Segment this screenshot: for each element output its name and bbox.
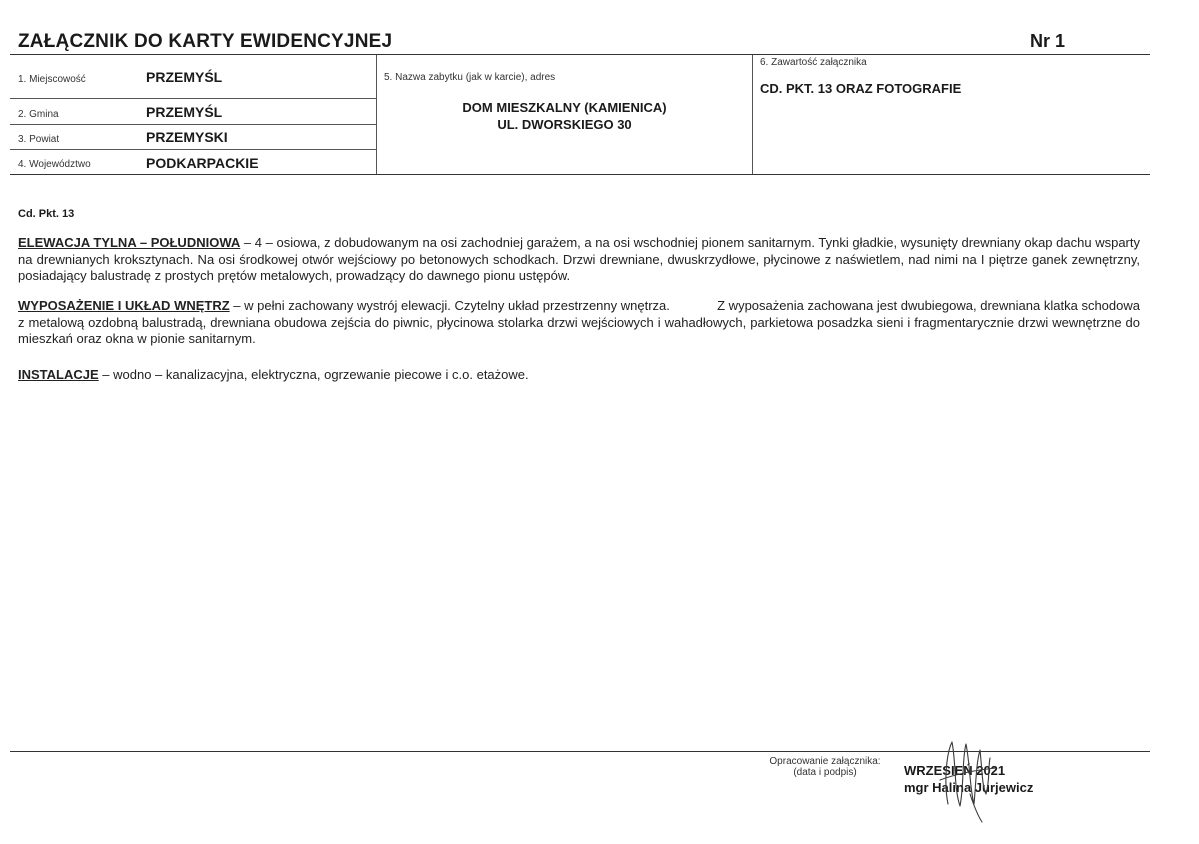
footer-label-line1: Opracowanie załącznika: [769,756,881,767]
zawartosc-label: 6. Zawartość załącznika [760,57,867,68]
zawartosc-value: CD. PKT. 13 ORAZ FOTOGRAFIE [760,81,962,96]
paragraph-heading: INSTALACJE [18,367,99,382]
paragraph-wyposazenie [18,298,1144,348]
footer-author: mgr Halina Jurjewicz [904,780,1034,795]
gmina-label: 2. Gmina [18,109,59,120]
paragraph-instalacje [18,367,1140,384]
table-bottom-rule [10,174,1150,175]
footer-date: WRZESIEŃ 2021 [904,763,1006,778]
powiat-value: PRZEMYSKI [146,129,228,145]
paragraph-elewacja [18,235,1140,285]
paragraph-heading: ELEWACJA TYLNA – POŁUDNIOWA [18,235,241,250]
powiat-label: 3. Powiat [18,134,60,145]
document-title: ZAŁĄCZNIK DO KARTY EWIDENCYJNEJ [18,31,393,52]
paragraph-text: – 4 – osiowa, z dobudowanym na osi zachodniej garażem, a na osi wschodniej pionem sanitarnym. Tynki gładkie, wysunięty drewniany okap dachu wsparty na drewnianych kroksztynach. Na osi środkowej otwór wejściowy po betonowych schodkach. Drzwi drewniane, dwuskrzydłowe, płycinowe z naświetlem, nad nimi na I piętrze ganek zewnętrzny, posiadający balustradę z prostych prętów metalowych, prowadzący do dawnego pionu ustępów. [18,235,1141,283]
miejscowosc-label: 1. Miejscowość [18,74,86,85]
row-divider [10,149,376,150]
wojewodztwo-label: 4. Województwo [18,159,91,170]
row-divider [10,98,376,99]
footer-label [745,756,905,778]
paragraph-text: – w pełni zachowany wystrój elewacji. Czytelny układ przestrzenny wnętrza. Z wyposażenia zachowana jest dwubiegowa, drewniana klatka schodowa z metalową ozdobną balustradą, drewniana obudowa zejścia do piwnic, płycinowa stolarka drzwi wejściowych i wahadłowych, parkietowa posadzka sieni i fragmentarycznie drzwi wewnętrzne do mieszkań oraz okna w pionie sanitarnym. [18,298,1144,346]
nazwa-value [377,99,752,133]
paragraph-text: – wodno – kanalizacyjna, elektryczna, ogrzewanie piecowe i c.o. etażowe. [98,367,529,382]
nazwa-label: 5. Nazwa zabytku (jak w karcie), adres [384,72,556,83]
nazwa-line2: UL. DWORSKIEGO 30 [497,117,632,132]
handwritten-signature [930,734,1010,824]
header-rule [10,54,1150,55]
continuation-label: Cd. Pkt. 13 [18,208,75,220]
footer-label-line2: (data i podpis) [793,767,857,778]
attachment-number: Nr 1 [1030,31,1066,51]
wojewodztwo-value: PODKARPACKIE [146,155,259,171]
nazwa-line1: DOM MIESZKALNY (KAMIENICA) [462,100,667,115]
paragraph-heading: WYPOSAŻENIE I UKŁAD WNĘTRZ [18,298,230,313]
miejscowosc-value: PRZEMYŚL [146,69,223,85]
row-divider [10,124,376,125]
gmina-value: PRZEMYŚL [146,104,223,120]
column-divider [752,55,753,174]
